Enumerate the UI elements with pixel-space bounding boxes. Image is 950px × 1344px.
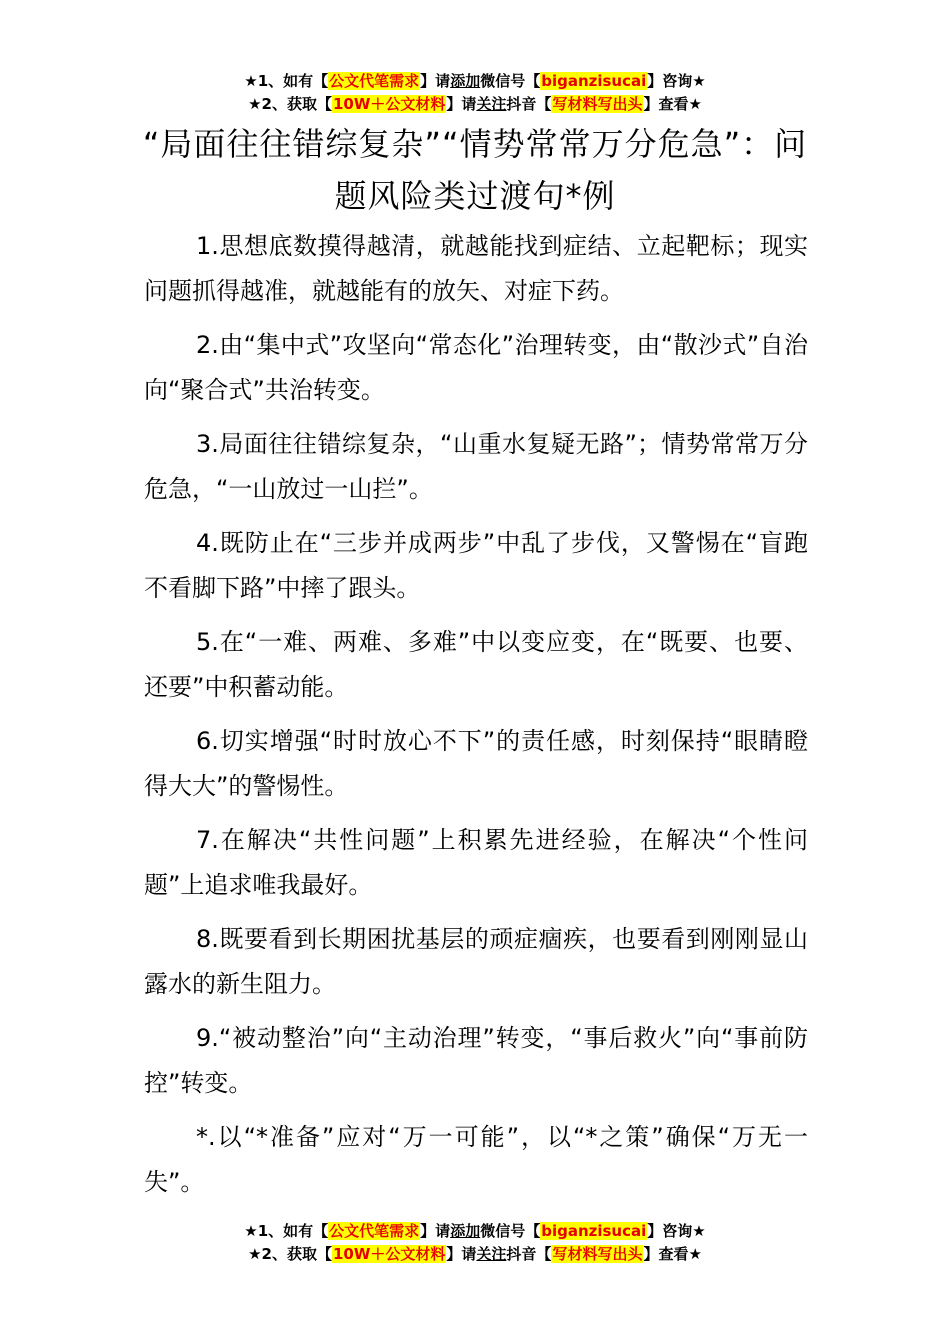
promo-underlined: 添加 [450,72,481,90]
highlight-douyin: 写材料写出头 [552,1245,643,1263]
promo-text: 微信号【 [480,1222,541,1240]
promo-line-1 [0,1220,950,1243]
highlight-wechat-id: biganzisucai [541,1222,647,1240]
promo-text: 】请 [446,95,477,113]
promo-line-2 [0,1243,950,1266]
promo-text: 1、如有【 [257,1222,329,1240]
document-body [144,224,808,1214]
promo-text: 】请 [420,1222,451,1240]
promo-text: 】查看★ [643,95,702,113]
paragraph-5: 5.在“一难、两难、多难”中以变应变，在“既要、也要、还要”中积蓄动能。 [144,628,808,701]
paragraph-1: 1.思想底数摸得越清，就越能找到症结、立起靶标；现实问题抓得越准，就越能有的放矢、对症下药。 [144,232,808,305]
paragraph-8: 8.既要看到长期困扰基层的顽症痼疾，也要看到刚刚显山露水的新生阻力。 [144,925,808,998]
paragraph-10: *.以“*准备”应对“万一可能”，以“*之策”确保“万无一失”。 [144,1123,808,1196]
promo-text: 】请 [420,72,451,90]
promo-text: 】咨询★ [647,72,706,90]
promo-text: 2、获取【 [261,1245,332,1263]
promo-banner-bottom [0,1220,950,1266]
paragraph-3: 3.局面往往错综复杂，“山重水复疑无路”；情势常常万分危急，“一山放过一山拦”。 [144,430,808,503]
paragraph-7: 7.在解决“共性问题”上积累先进经验，在解决“个性问题”上追求唯我最好。 [144,826,808,899]
star-icon: ★ [248,1245,262,1263]
paragraph-9: 9.“被动整治”向“主动治理”转变，“事后救火”向“事前防控”转变。 [144,1024,808,1097]
highlight-service: 公文代笔需求 [329,1222,420,1240]
paragraph-2: 2.由“集中式”攻坚向“常态化”治理转变，由“散沙式”自治向“聚合式”共治转变。 [144,331,808,404]
promo-banner-top [0,70,950,116]
highlight-douyin: 写材料写出头 [552,95,643,113]
star-icon: ★ [244,1222,258,1240]
document-title: “局面往往错综复杂”“情势常常万分危急”：问题风险类过渡句*例 [142,125,808,215]
highlight-materials: 10W＋公文材料 [332,1245,446,1263]
paragraph-4: 4.既防止在“三步并成两步”中乱了步伐，又警惕在“盲跑不看脚下路”中摔了跟头。 [144,529,808,602]
star-icon: ★ [248,95,262,113]
highlight-service: 公文代笔需求 [329,72,420,90]
promo-text: 】查看★ [643,1245,702,1263]
promo-text: 】咨询★ [647,1222,706,1240]
promo-underlined: 关注 [476,95,507,113]
promo-text: 2、获取【 [261,95,332,113]
highlight-materials: 10W＋公文材料 [332,95,446,113]
promo-text: 】请 [446,1245,477,1263]
promo-line-2 [0,93,950,116]
promo-text: 微信号【 [480,72,541,90]
promo-text: 抖音【 [506,1245,552,1263]
promo-underlined: 添加 [450,1222,481,1240]
paragraph-6: 6.切实增强“时时放心不下”的责任感，时刻保持“眼睛瞪得大大”的警惕性。 [144,727,808,800]
promo-underlined: 关注 [476,1245,507,1263]
promo-text: 抖音【 [506,95,552,113]
highlight-wechat-id: biganzisucai [541,72,647,90]
promo-line-1 [0,70,950,93]
star-icon: ★ [244,72,258,90]
promo-text: 1、如有【 [257,72,329,90]
